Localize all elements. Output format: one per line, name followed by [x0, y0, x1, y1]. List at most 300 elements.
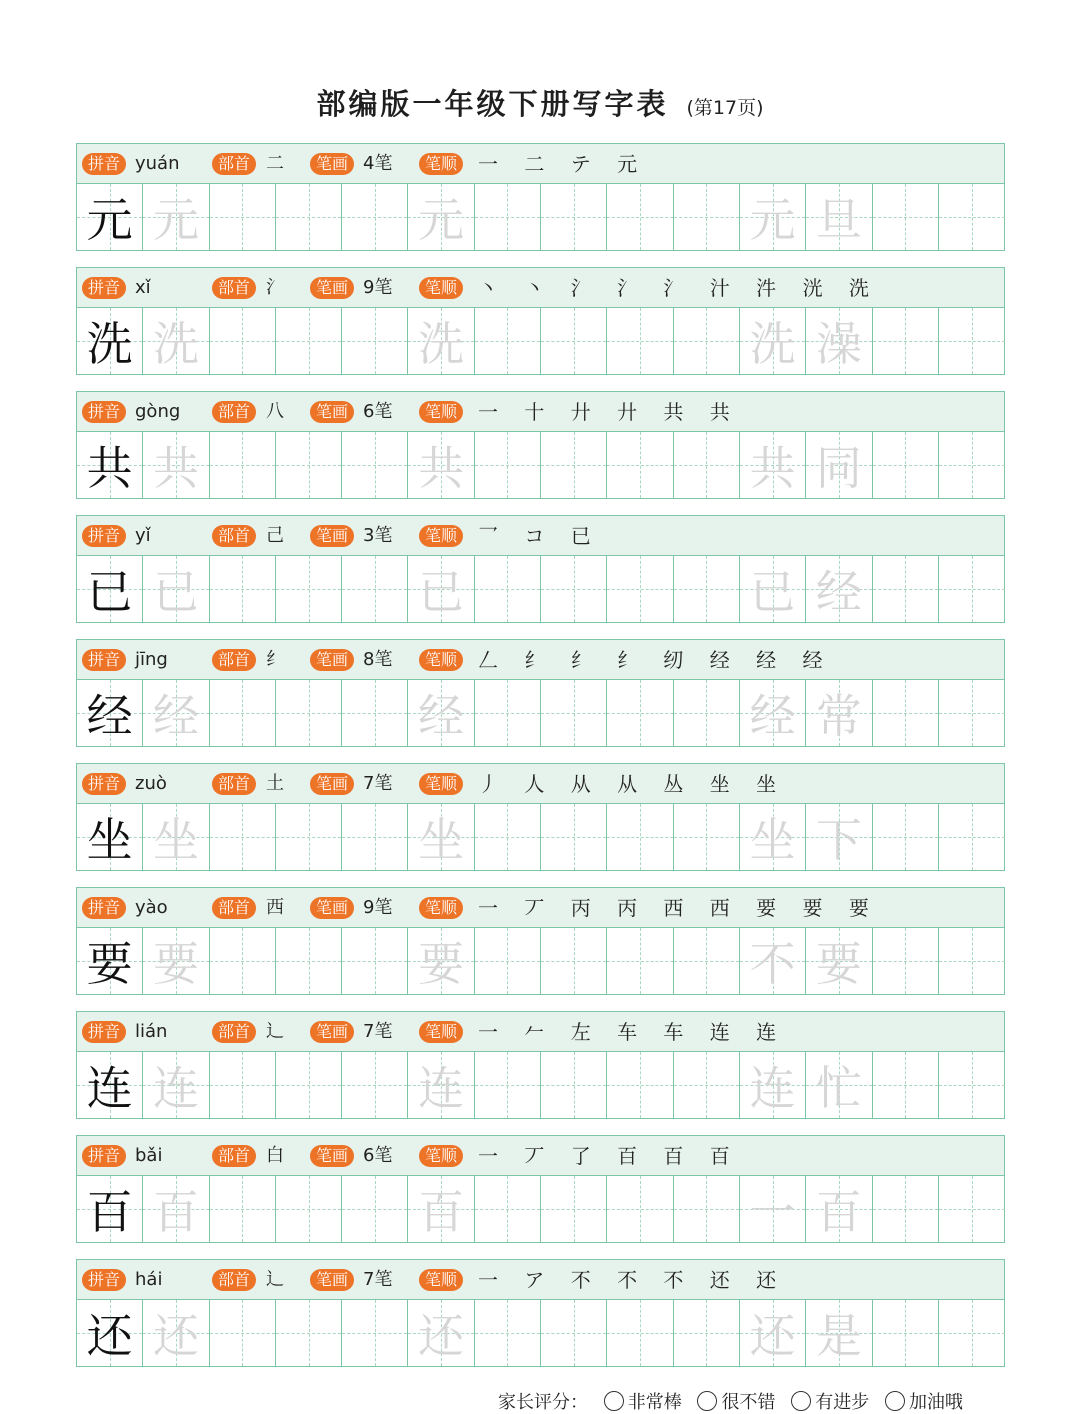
char-info-bar [77, 392, 1004, 432]
practice-cell[interactable] [873, 308, 939, 374]
practice-cell[interactable] [939, 1176, 1005, 1242]
char-info-bar [77, 888, 1004, 928]
pinyin-badge: 拼音 [82, 649, 126, 671]
stroke-count-badge: 笔画 [310, 525, 354, 547]
stroke-count-badge: 笔画 [310, 1145, 354, 1167]
practice-cell[interactable] [939, 928, 1005, 994]
trace-word-char-1: 一 [749, 1185, 796, 1239]
pinyin-badge: 拼音 [82, 153, 126, 175]
rating-option-2: 很不错 [721, 1392, 776, 1413]
practice-cell [806, 928, 872, 994]
pinyin-value: yào [135, 897, 168, 918]
stroke-count-value: 4笔 [363, 153, 393, 174]
practice-cell[interactable] [674, 680, 740, 746]
practice-cell [740, 1052, 806, 1118]
trace-character: 经 [152, 689, 199, 743]
practice-cell [806, 184, 872, 250]
practice-cell[interactable] [674, 184, 740, 250]
trace-character: 元 [418, 193, 465, 247]
rating-option-4: 加油哦 [908, 1392, 963, 1413]
practice-cell[interactable] [210, 1300, 276, 1366]
practice-cell[interactable] [276, 1300, 342, 1366]
stroke-count-value: 8笔 [363, 649, 393, 670]
practice-cell[interactable] [873, 680, 939, 746]
practice-cell [408, 928, 474, 994]
practice-cell[interactable] [607, 928, 673, 994]
practice-cell[interactable] [276, 556, 342, 622]
parent-rating [498, 1388, 963, 1414]
radical-value: 氵 [266, 277, 284, 298]
trace-word-char-2: 经 [815, 565, 862, 619]
practice-cell[interactable] [674, 1176, 740, 1242]
practice-cell[interactable] [276, 928, 342, 994]
practice-cell[interactable] [541, 1300, 607, 1366]
practice-cell [77, 680, 143, 746]
stroke-count-value: 3笔 [363, 525, 393, 546]
page-title: 部编版一年级下册写字表 [316, 87, 669, 121]
practice-cell[interactable] [674, 1300, 740, 1366]
practice-cell[interactable] [607, 680, 673, 746]
pinyin-value: lián [135, 1021, 168, 1042]
practice-cell[interactable] [342, 804, 408, 870]
practice-cell[interactable] [276, 804, 342, 870]
writing-grid [77, 308, 1004, 374]
practice-cell[interactable] [607, 1176, 673, 1242]
practice-cell[interactable] [939, 804, 1005, 870]
trace-character: 洗 [152, 317, 199, 371]
practice-cell[interactable] [210, 680, 276, 746]
rating-radio-4[interactable] [885, 1391, 905, 1411]
practice-cell [143, 804, 209, 870]
practice-cell[interactable] [210, 1052, 276, 1118]
practice-cell[interactable] [939, 432, 1005, 498]
practice-cell[interactable] [342, 432, 408, 498]
practice-cell[interactable] [475, 1176, 541, 1242]
trace-word-char-1: 洗 [749, 317, 796, 371]
practice-cell[interactable] [873, 804, 939, 870]
writing-grid [77, 1176, 1004, 1242]
practice-cell[interactable] [873, 1052, 939, 1118]
model-character: 洗 [86, 317, 133, 371]
practice-cell[interactable] [674, 308, 740, 374]
practice-cell [408, 184, 474, 250]
trace-word-char-2: 常 [815, 689, 862, 743]
practice-cell[interactable] [475, 1052, 541, 1118]
char-row [76, 1011, 1005, 1119]
practice-cell [740, 432, 806, 498]
practice-cell[interactable] [939, 1052, 1005, 1118]
trace-word-char-1: 已 [749, 565, 796, 619]
practice-cell[interactable] [475, 804, 541, 870]
model-character: 连 [86, 1061, 133, 1115]
practice-cell[interactable] [342, 1300, 408, 1366]
practice-cell [408, 556, 474, 622]
stroke-order-badge: 笔顺 [419, 773, 463, 795]
practice-cell[interactable] [342, 680, 408, 746]
char-row [76, 515, 1005, 623]
pinyin-badge: 拼音 [82, 1145, 126, 1167]
trace-character: 共 [152, 441, 199, 495]
stroke-count-badge: 笔画 [310, 277, 354, 299]
model-character: 已 [86, 565, 133, 619]
practice-cell [408, 1300, 474, 1366]
stroke-order-value: 一 丆 丙 丙 西 西 要 要 要 [478, 896, 879, 920]
radical-value: 白 [266, 1145, 284, 1166]
pinyin-value: xǐ [135, 277, 151, 298]
model-character: 要 [86, 937, 133, 991]
practice-cell[interactable] [939, 1300, 1005, 1366]
practice-cell[interactable] [939, 556, 1005, 622]
practice-cell[interactable] [607, 804, 673, 870]
pinyin-value: yuán [135, 153, 180, 174]
practice-cell[interactable] [342, 184, 408, 250]
practice-cell [143, 184, 209, 250]
practice-cell[interactable] [210, 928, 276, 994]
trace-character: 要 [418, 937, 465, 991]
char-row [76, 887, 1005, 995]
stroke-count-badge: 笔画 [310, 897, 354, 919]
practice-cell[interactable] [607, 308, 673, 374]
radical-badge: 部首 [212, 1269, 256, 1291]
practice-cell [143, 432, 209, 498]
trace-character: 百 [152, 1185, 199, 1239]
practice-cell [806, 432, 872, 498]
practice-cell[interactable] [607, 1300, 673, 1366]
practice-cell[interactable] [210, 308, 276, 374]
practice-cell[interactable] [276, 308, 342, 374]
practice-cell [77, 432, 143, 498]
stroke-count-badge: 笔画 [310, 649, 354, 671]
practice-cell[interactable] [475, 1300, 541, 1366]
practice-cell[interactable] [873, 184, 939, 250]
stroke-count-value: 6笔 [363, 1145, 393, 1166]
stroke-order-value: 一 十 廾 廾 共 共 [478, 400, 740, 424]
practice-cell[interactable] [475, 556, 541, 622]
practice-cell [740, 804, 806, 870]
radical-value: 二 [266, 153, 284, 174]
trace-word-char-1: 不 [749, 937, 796, 991]
writing-grid [77, 804, 1004, 870]
trace-word-char-2: 下 [815, 813, 862, 867]
practice-cell[interactable] [873, 432, 939, 498]
practice-cell [77, 556, 143, 622]
practice-cell[interactable] [475, 184, 541, 250]
practice-cell[interactable] [475, 928, 541, 994]
practice-cell[interactable] [541, 680, 607, 746]
writing-grid [77, 184, 1004, 250]
practice-cell [77, 928, 143, 994]
practice-cell [143, 308, 209, 374]
char-info-bar [77, 516, 1004, 556]
radical-badge: 部首 [212, 897, 256, 919]
pinyin-badge: 拼音 [82, 1269, 126, 1291]
trace-character: 要 [152, 937, 199, 991]
practice-cell[interactable] [276, 1176, 342, 1242]
practice-cell [806, 1176, 872, 1242]
trace-character: 还 [418, 1309, 465, 1363]
stroke-count-badge: 笔画 [310, 773, 354, 795]
char-row [76, 267, 1005, 375]
char-info-bar [77, 1012, 1004, 1052]
stroke-count-badge: 笔画 [310, 153, 354, 175]
practice-cell[interactable] [342, 1176, 408, 1242]
pinyin-value: jīng [135, 649, 168, 670]
trace-word-char-1: 连 [749, 1061, 796, 1115]
trace-word-char-2: 是 [815, 1309, 862, 1363]
practice-cell [408, 1176, 474, 1242]
pinyin-badge: 拼音 [82, 897, 126, 919]
stroke-order-badge: 笔顺 [419, 153, 463, 175]
practice-cell [77, 1176, 143, 1242]
practice-cell[interactable] [475, 308, 541, 374]
practice-cell[interactable] [541, 556, 607, 622]
char-info-bar [77, 1136, 1004, 1176]
trace-word-char-2: 忙 [815, 1061, 862, 1115]
pinyin-value: hái [135, 1269, 163, 1290]
writing-grid [77, 1300, 1004, 1366]
radical-value: 纟 [266, 649, 284, 670]
rating-option-3: 有进步 [815, 1392, 870, 1413]
practice-cell [806, 680, 872, 746]
practice-cell[interactable] [939, 184, 1005, 250]
practice-cell [77, 804, 143, 870]
radical-value: 辶 [266, 1021, 284, 1042]
practice-cell [408, 432, 474, 498]
radical-badge: 部首 [212, 649, 256, 671]
stroke-order-badge: 笔顺 [419, 649, 463, 671]
practice-cell [740, 1176, 806, 1242]
practice-cell [143, 556, 209, 622]
pinyin-value: gòng [135, 401, 181, 422]
char-info-bar [77, 764, 1004, 804]
practice-cell[interactable] [342, 928, 408, 994]
trace-character: 还 [152, 1309, 199, 1363]
trace-character: 百 [418, 1185, 465, 1239]
practice-cell [143, 1300, 209, 1366]
pinyin-badge: 拼音 [82, 277, 126, 299]
char-info-bar [77, 268, 1004, 308]
stroke-order-badge: 笔顺 [419, 1021, 463, 1043]
writing-grid [77, 680, 1004, 746]
radical-badge: 部首 [212, 773, 256, 795]
practice-cell [77, 1300, 143, 1366]
stroke-order-badge: 笔顺 [419, 525, 463, 547]
practice-cell[interactable] [607, 432, 673, 498]
trace-character: 元 [152, 193, 199, 247]
char-row [76, 1135, 1005, 1243]
trace-character: 共 [418, 441, 465, 495]
practice-cell [740, 308, 806, 374]
char-row [76, 391, 1005, 499]
radical-badge: 部首 [212, 153, 256, 175]
practice-cell [740, 1300, 806, 1366]
stroke-order-badge: 笔顺 [419, 277, 463, 299]
writing-grid [77, 1052, 1004, 1118]
practice-cell[interactable] [873, 928, 939, 994]
practice-cell [408, 1052, 474, 1118]
practice-cell[interactable] [541, 928, 607, 994]
practice-cell[interactable] [210, 556, 276, 622]
trace-character: 连 [418, 1061, 465, 1115]
practice-cell[interactable] [674, 928, 740, 994]
stroke-order-badge: 笔顺 [419, 1145, 463, 1167]
trace-word-char-1: 坐 [749, 813, 796, 867]
practice-cell [806, 804, 872, 870]
stroke-count-value: 9笔 [363, 897, 393, 918]
practice-cell [740, 184, 806, 250]
stroke-order-badge: 笔顺 [419, 1269, 463, 1291]
stroke-order-value: 丿 人 从 从 丛 坐 坐 [478, 772, 787, 796]
radical-value: 己 [266, 525, 284, 546]
stroke-count-badge: 笔画 [310, 1269, 354, 1291]
practice-cell [143, 1176, 209, 1242]
practice-cell [77, 1052, 143, 1118]
radical-badge: 部首 [212, 1145, 256, 1167]
practice-cell [143, 928, 209, 994]
practice-cell[interactable] [607, 1052, 673, 1118]
stroke-order-value: 丶 丶 氵 氵 氵 汁 汼 洸 洗 [478, 276, 879, 300]
trace-word-char-2: 同 [815, 441, 862, 495]
practice-cell[interactable] [210, 432, 276, 498]
rating-radio-3[interactable] [791, 1391, 811, 1411]
practice-cell [408, 308, 474, 374]
pinyin-value: yǐ [135, 525, 151, 546]
pinyin-value: bǎi [135, 1145, 163, 1166]
practice-cell[interactable] [276, 432, 342, 498]
stroke-count-badge: 笔画 [310, 1021, 354, 1043]
practice-cell[interactable] [873, 556, 939, 622]
practice-cell[interactable] [607, 184, 673, 250]
rating-radio-2[interactable] [697, 1391, 717, 1411]
trace-word-char-1: 元 [749, 193, 796, 247]
practice-cell[interactable] [939, 308, 1005, 374]
model-character: 坐 [86, 813, 133, 867]
trace-word-char-1: 经 [749, 689, 796, 743]
practice-cell[interactable] [674, 432, 740, 498]
practice-cell[interactable] [873, 1300, 939, 1366]
radical-badge: 部首 [212, 525, 256, 547]
practice-cell[interactable] [210, 1176, 276, 1242]
stroke-count-value: 7笔 [363, 1269, 393, 1290]
practice-cell [806, 1052, 872, 1118]
trace-word-char-2: 旦 [815, 193, 862, 247]
trace-word-char-2: 澡 [815, 317, 862, 371]
practice-cell[interactable] [541, 804, 607, 870]
stroke-order-value: 乛 コ 已 [478, 524, 601, 548]
pinyin-value: zuò [135, 773, 167, 794]
practice-cell [408, 680, 474, 746]
stroke-order-value: 一 𠂉 左 车 车 连 连 [478, 1020, 787, 1044]
pinyin-badge: 拼音 [82, 773, 126, 795]
char-row [76, 763, 1005, 871]
char-info-bar [77, 144, 1004, 184]
practice-cell[interactable] [607, 556, 673, 622]
practice-cell [806, 1300, 872, 1366]
practice-cell[interactable] [210, 184, 276, 250]
radical-value: 八 [266, 401, 284, 422]
model-character: 经 [86, 689, 133, 743]
stroke-count-value: 7笔 [363, 1021, 393, 1042]
radical-value: 西 [266, 897, 284, 918]
radical-value: 土 [266, 773, 284, 794]
practice-cell[interactable] [674, 556, 740, 622]
practice-cell[interactable] [541, 1052, 607, 1118]
stroke-order-value: 一 ア 不 不 不 还 还 [478, 1268, 787, 1292]
practice-cell [740, 680, 806, 746]
practice-cell[interactable] [541, 184, 607, 250]
char-row [76, 143, 1005, 251]
practice-cell [806, 556, 872, 622]
radical-badge: 部首 [212, 401, 256, 423]
rating-option-1: 非常棒 [627, 1392, 682, 1413]
practice-cell [143, 1052, 209, 1118]
practice-cell [740, 928, 806, 994]
pinyin-badge: 拼音 [82, 401, 126, 423]
practice-cell[interactable] [342, 1052, 408, 1118]
page-number: (第17页) [686, 97, 764, 119]
trace-word-char-1: 共 [749, 441, 796, 495]
practice-cell [77, 184, 143, 250]
page-header [0, 82, 1080, 123]
stroke-order-value: 𠃋 纟 纟 纟 纫 经 经 经 [478, 648, 833, 672]
stroke-count-value: 9笔 [363, 277, 393, 298]
practice-cell[interactable] [475, 432, 541, 498]
practice-cell [740, 556, 806, 622]
radical-badge: 部首 [212, 1021, 256, 1043]
trace-character: 连 [152, 1061, 199, 1115]
practice-cell [77, 308, 143, 374]
practice-cell[interactable] [541, 432, 607, 498]
trace-character: 坐 [418, 813, 465, 867]
trace-character: 已 [152, 565, 199, 619]
practice-cell[interactable] [541, 1176, 607, 1242]
trace-character: 洗 [418, 317, 465, 371]
stroke-order-value: 一 二 テ 元 [478, 152, 648, 176]
practice-cell[interactable] [276, 184, 342, 250]
practice-cell[interactable] [939, 680, 1005, 746]
writing-grid [77, 432, 1004, 498]
practice-cell[interactable] [210, 804, 276, 870]
stroke-order-badge: 笔顺 [419, 897, 463, 919]
trace-word-char-2: 要 [815, 937, 862, 991]
char-info-bar [77, 1260, 1004, 1300]
practice-cell[interactable] [873, 1176, 939, 1242]
rating-label: 家长评分： [498, 1392, 588, 1413]
practice-cell[interactable] [674, 1052, 740, 1118]
practice-cell[interactable] [342, 556, 408, 622]
practice-cell[interactable] [541, 308, 607, 374]
char-info-bar [77, 640, 1004, 680]
trace-character: 已 [418, 565, 465, 619]
practice-cell[interactable] [276, 680, 342, 746]
model-character: 元 [86, 193, 133, 247]
pinyin-badge: 拼音 [82, 525, 126, 547]
stroke-count-value: 6笔 [363, 401, 393, 422]
practice-cell[interactable] [342, 308, 408, 374]
pinyin-badge: 拼音 [82, 1021, 126, 1043]
practice-cell[interactable] [674, 804, 740, 870]
writing-grid [77, 928, 1004, 994]
practice-cell[interactable] [475, 680, 541, 746]
practice-cell[interactable] [276, 1052, 342, 1118]
stroke-count-value: 7笔 [363, 773, 393, 794]
model-character: 百 [86, 1185, 133, 1239]
radical-badge: 部首 [212, 277, 256, 299]
rating-radio-1[interactable] [604, 1391, 624, 1411]
practice-cell [408, 804, 474, 870]
stroke-count-badge: 笔画 [310, 401, 354, 423]
trace-word-char-2: 百 [815, 1185, 862, 1239]
